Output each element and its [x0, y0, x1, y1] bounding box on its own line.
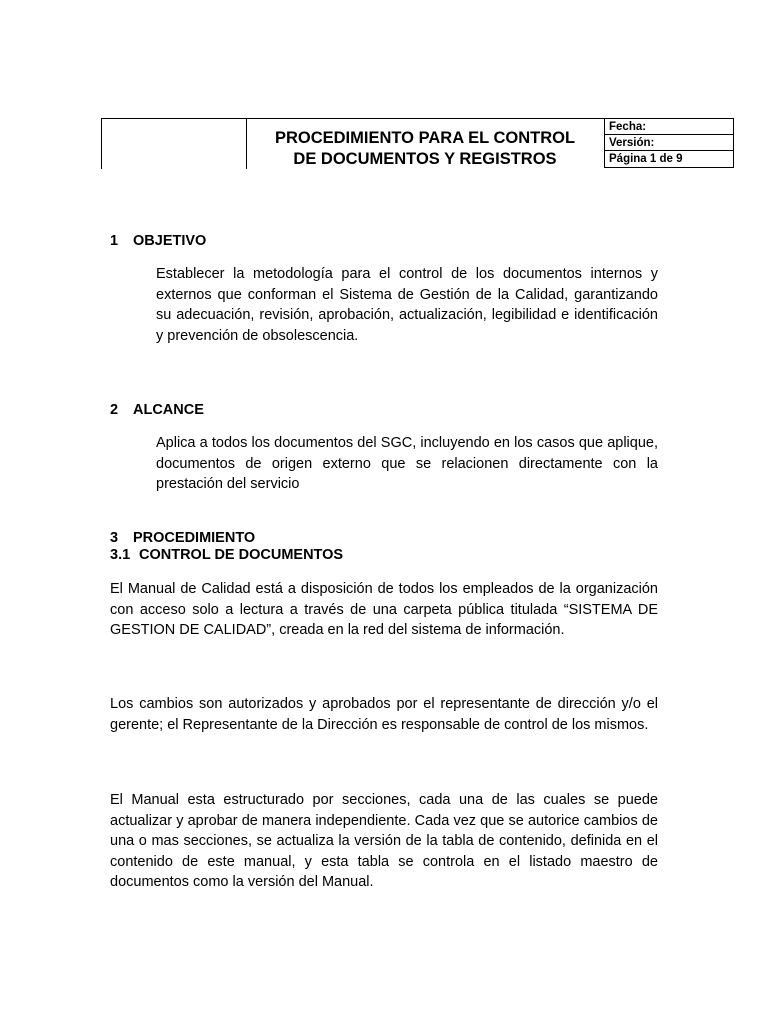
section-2-heading: [110, 401, 204, 419]
document-title-line-2: DE DOCUMENTOS Y REGISTROS: [293, 150, 557, 168]
section-1-text: Establecer la metodología para el control de los documentos internos y externos que conforman el Sistema de Gestión de la Calidad, garantizando su adecuación, revisión, aprobación, actualización, legibilidad e identificación y prevención de obsolescencia.: [156, 266, 658, 344]
document-title-line-1: PROCEDIMIENTO PARA EL CONTROL: [274, 129, 576, 147]
section-3-number: 3: [110, 530, 119, 546]
header-meta-table: [604, 118, 734, 168]
section-3-1-paragraph-2: Los cambios son autorizados y aprobados por el representante de dirección y/o el gerente; el Representante de la Dirección es responsable de control de los mismos.: [110, 696, 658, 733]
version-field: Versión:: [605, 135, 733, 151]
section-3-heading: [110, 529, 255, 547]
section-2-text: Aplica a todos los documentos del SGC, incluyendo en los casos que aplique, documentos de origen externo que se relacionen directamente con la prestación del servicio: [156, 435, 658, 492]
document-title: [246, 118, 604, 169]
section-3-1-paragraph-1: El Manual de Calidad está a disposición de todos los empleados de la organización con acceso solo a lectura a través de una carpeta pública titulada “SISTEMA DE GESTION DE CALIDAD”, creada en la red del sistema de información.: [110, 581, 658, 638]
section-3-1-heading: [110, 546, 343, 564]
fecha-field: Fecha:: [605, 119, 733, 135]
section-3-1-number: 3.1: [110, 547, 131, 563]
page-number: Página 1 de 9: [609, 153, 683, 165]
section-2-number: 2: [110, 402, 119, 418]
section-3-1-title: CONTROL DE DOCUMENTOS: [139, 547, 344, 563]
section-2-title: ALCANCE: [133, 402, 204, 418]
section-3-1-paragraph-3: El Manual esta estructurado por secciones, cada una de las cuales se puede actualizar y aprobar de manera independiente. Cada vez que se autorice cambios de una o mas secciones, se actualiza la versión de la tabla de contenido, definida en el contenido de este manual, y esta tabla se controla en el listado maestro de documentos como la versión del Manual.: [110, 792, 658, 890]
header-logo-cell: [101, 118, 247, 169]
section-1-heading: [110, 232, 206, 250]
section-1-title: OBJETIVO: [133, 233, 207, 249]
section-1-number: 1: [110, 233, 119, 249]
section-3-title: PROCEDIMIENTO: [133, 530, 256, 546]
